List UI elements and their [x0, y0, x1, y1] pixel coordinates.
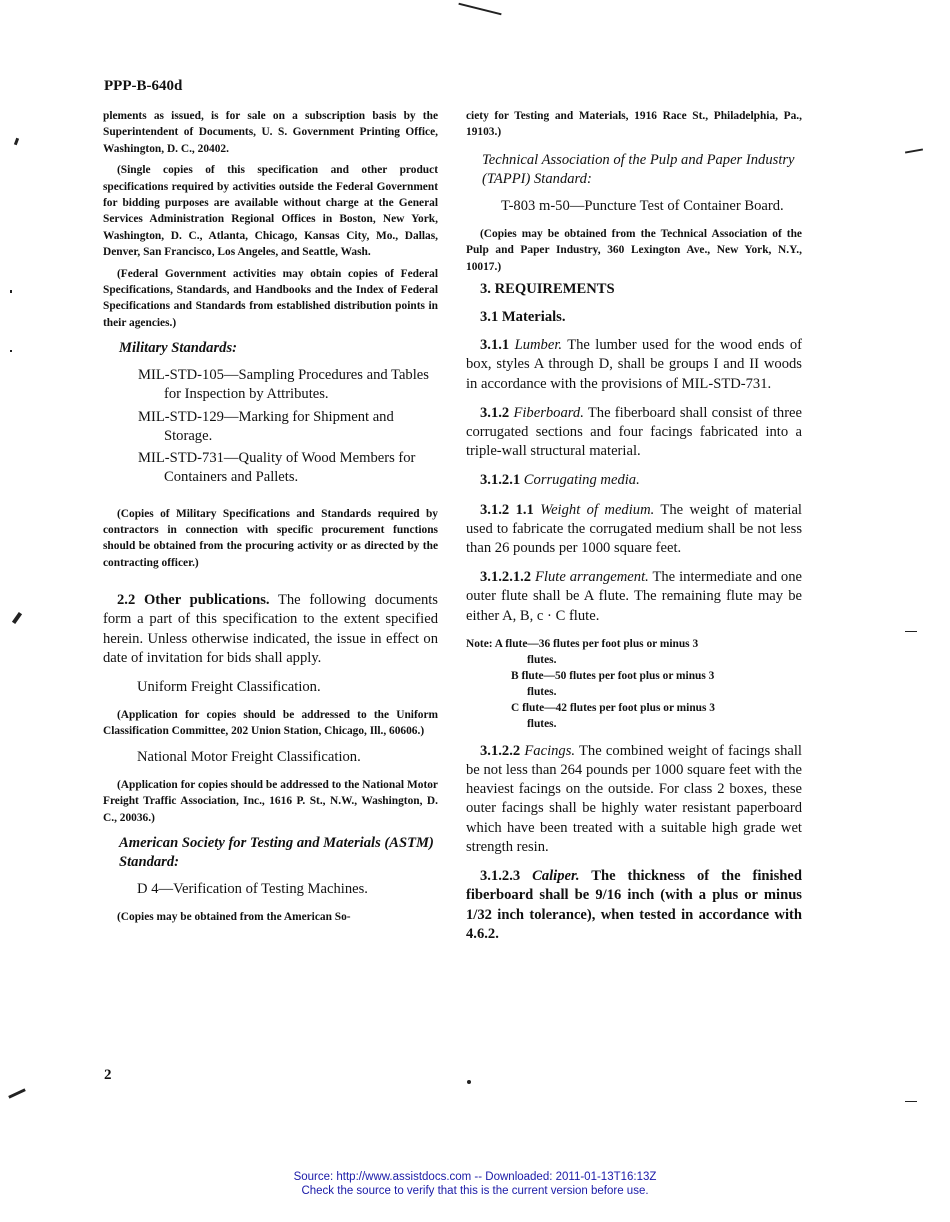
note-line: B flute—50 flutes per foot plus or minus 3 [511, 669, 715, 682]
paragraph: plements as issued, is for sale on a subscription basis by the Superintendent of Documents, U. S. Government Printing Office, Washington, D. C., 20402. [103, 110, 438, 155]
section-text: The weight of material used to fabricate the corrugated medium shall be not less than 26 pounds per 1000 square feet. [466, 501, 802, 557]
section-number: 3.1.2 1.1 [480, 501, 534, 518]
section-text: The thickness of the finished fiberboard shall be 9/16 inch (with a plus or minus 1/32 inch tolerance), when tested in accordance with 4.6.2. [466, 868, 802, 942]
paragraph: (Federal Government activities may obtain copies of Federal Specifications, Standards, and Handbooks and the Index of Federal Specifications and Standards from established distribution points in their agencies.) [103, 267, 438, 329]
scan-mark [10, 350, 12, 352]
note-line: flutes. [527, 717, 557, 730]
uniform-freight-classification: Uniform Freight Classification. [137, 678, 321, 695]
section-title: Fiberboard. [513, 404, 584, 421]
scan-mark [905, 148, 923, 153]
military-standards-heading: Military Standards: [119, 340, 237, 357]
footer-source-line: Source: http://www.assistdocs.com -- Downloaded: 2011-01-13T16:13Z [293, 1171, 657, 1183]
section-title: Caliper. [532, 868, 580, 885]
document-id: PPP-B-640d [104, 78, 183, 94]
paragraph: (Copies may be obtained from the American So- [117, 910, 351, 923]
section-2-2 [103, 591, 438, 668]
scan-mark [458, 3, 501, 16]
section-3-1-2-1 [466, 471, 802, 490]
right-column [466, 108, 802, 954]
paragraph: ciety for Testing and Materials, 1916 Race St., Philadelphia, Pa., 19103.) [466, 110, 802, 139]
section-text: The intermediate and one outer flute shall be A flute. The remaining flute may be either A, B, c · C flute. [466, 569, 802, 624]
note-label: Note: [466, 637, 493, 650]
section-number: 3.1.2.2 [480, 742, 521, 759]
section-3-1-2-3 [466, 867, 802, 944]
note-line: A flute—36 flutes per foot plus or minus 3 [494, 637, 699, 650]
scan-mark [14, 138, 19, 146]
section-title: Facings. [524, 742, 576, 759]
section-text: The fiberboard shall consist of three corrugated sections and four facings fabricated into a triple-wall structural material. [466, 404, 803, 460]
section-number: 3.1.2 [480, 404, 510, 421]
section-number: 3.1.2.1.2 [480, 569, 532, 586]
flute-note [466, 636, 802, 732]
section-number: 3.1.2.3 [480, 868, 521, 885]
section-3-1-2-1-2 [466, 568, 802, 626]
page-number: 2 [104, 1067, 112, 1083]
section-text: The lumber used for the wood ends of box, styles A through D, shall be groups I and II woods in accordance with the provisions of MIL-STD-731. [466, 337, 803, 392]
section-number: 3.1.1 [480, 337, 510, 354]
note-line: C flute—42 flutes per foot plus or minus 3 [511, 701, 715, 714]
astm-heading: American Society for Testing and Materials (ASTM) Standard: [119, 834, 434, 870]
reference-item: MIL-STD-731—Quality of Wood Members for Containers and Pallets. [138, 450, 416, 486]
scan-mark [8, 1088, 26, 1098]
paragraph: (Application for copies should be addressed to the National Motor Freight Traffic Association, Inc., 1616 P. St., N.W., Washington, D. C., 20036.) [103, 778, 438, 824]
section-title: Corrugating media. [523, 472, 640, 489]
section-title: Other publications. [143, 592, 270, 609]
scan-mark [12, 612, 22, 624]
section-text: The following documents form a part of this specification to the extent specified herein. Unless otherwise indicated, the issue in effect on date of invitation for bids shall apply. [103, 592, 438, 666]
section-number: 3.1.2.1 [480, 472, 521, 489]
scan-mark [905, 1101, 917, 1102]
paragraph: (Copies of Military Specifications and Standards required by contractors in connection with specific procurement functions should be obtained from the procuring activity or as directed by the contracting officer.) [103, 507, 438, 569]
section-3-1-1 [466, 336, 802, 394]
section-3-1-heading: 3.1 Materials. [480, 309, 566, 326]
source-footer [0, 1170, 950, 1198]
tappi-heading: Technical Association of the Pulp and Paper Industry (TAPPI) Standard: [482, 151, 795, 187]
reference-item: MIL-STD-129—Marking for Shipment and Storage. [138, 408, 394, 444]
scan-mark [10, 290, 12, 293]
note-line: flutes. [527, 685, 557, 698]
scan-mark [467, 1080, 471, 1084]
section-3-1-2-1-1 [466, 501, 802, 559]
section-3-heading: 3. REQUIREMENTS [480, 281, 615, 298]
note-line: flutes. [527, 653, 557, 666]
paragraph: (Single copies of this specification and other product specifications required by activities outside the Federal Government for bidding purposes are available without charge at the General Services Administration Regional Offices in Boston, New York, Washington, D. C., Atlanta, Chicago, Kansas City, Mo., Dallas, Denver, San Francisco, Los Angeles, and Seattle, Wash. [103, 164, 438, 259]
section-text: The combined weight of facings shall be not less than 264 pounds per 1000 square feet with the heaviest facings on the outside. For class 2 boxes, these outer facings shall be highly water resistant paperboard which have been treated with a suitable high grade wet strength resin. [466, 742, 802, 855]
section-3-1-2 [466, 404, 802, 462]
section-title: Flute arrangement. [535, 569, 649, 586]
section-number: 2.2 [117, 592, 136, 609]
national-motor-freight-classification: National Motor Freight Classification. [137, 748, 361, 765]
paragraph: (Application for copies should be addressed to the Uniform Classification Committee, 202 Union Station, Chicago, Ill., 60606.) [103, 708, 438, 738]
section-3-1-2-2 [466, 742, 802, 857]
section-title: Weight of medium. [540, 501, 655, 518]
section-title: Lumber. [514, 337, 563, 354]
footer-check-line: Check the source to verify that this is the current version before use. [301, 1185, 649, 1197]
scan-mark [905, 631, 917, 632]
reference-item: T-803 m-50—Puncture Test of Container Board. [501, 197, 784, 214]
left-column [103, 108, 438, 930]
reference-item: D 4—Verification of Testing Machines. [137, 880, 368, 897]
paragraph: (Copies may be obtained from the Technical Association of the Pulp and Paper Industry, 360 Lexington Ave., New York, N.Y., 10017.) [466, 228, 802, 273]
reference-item: MIL-STD-105—Sampling Procedures and Tables for Inspection by Attributes. [138, 367, 429, 403]
